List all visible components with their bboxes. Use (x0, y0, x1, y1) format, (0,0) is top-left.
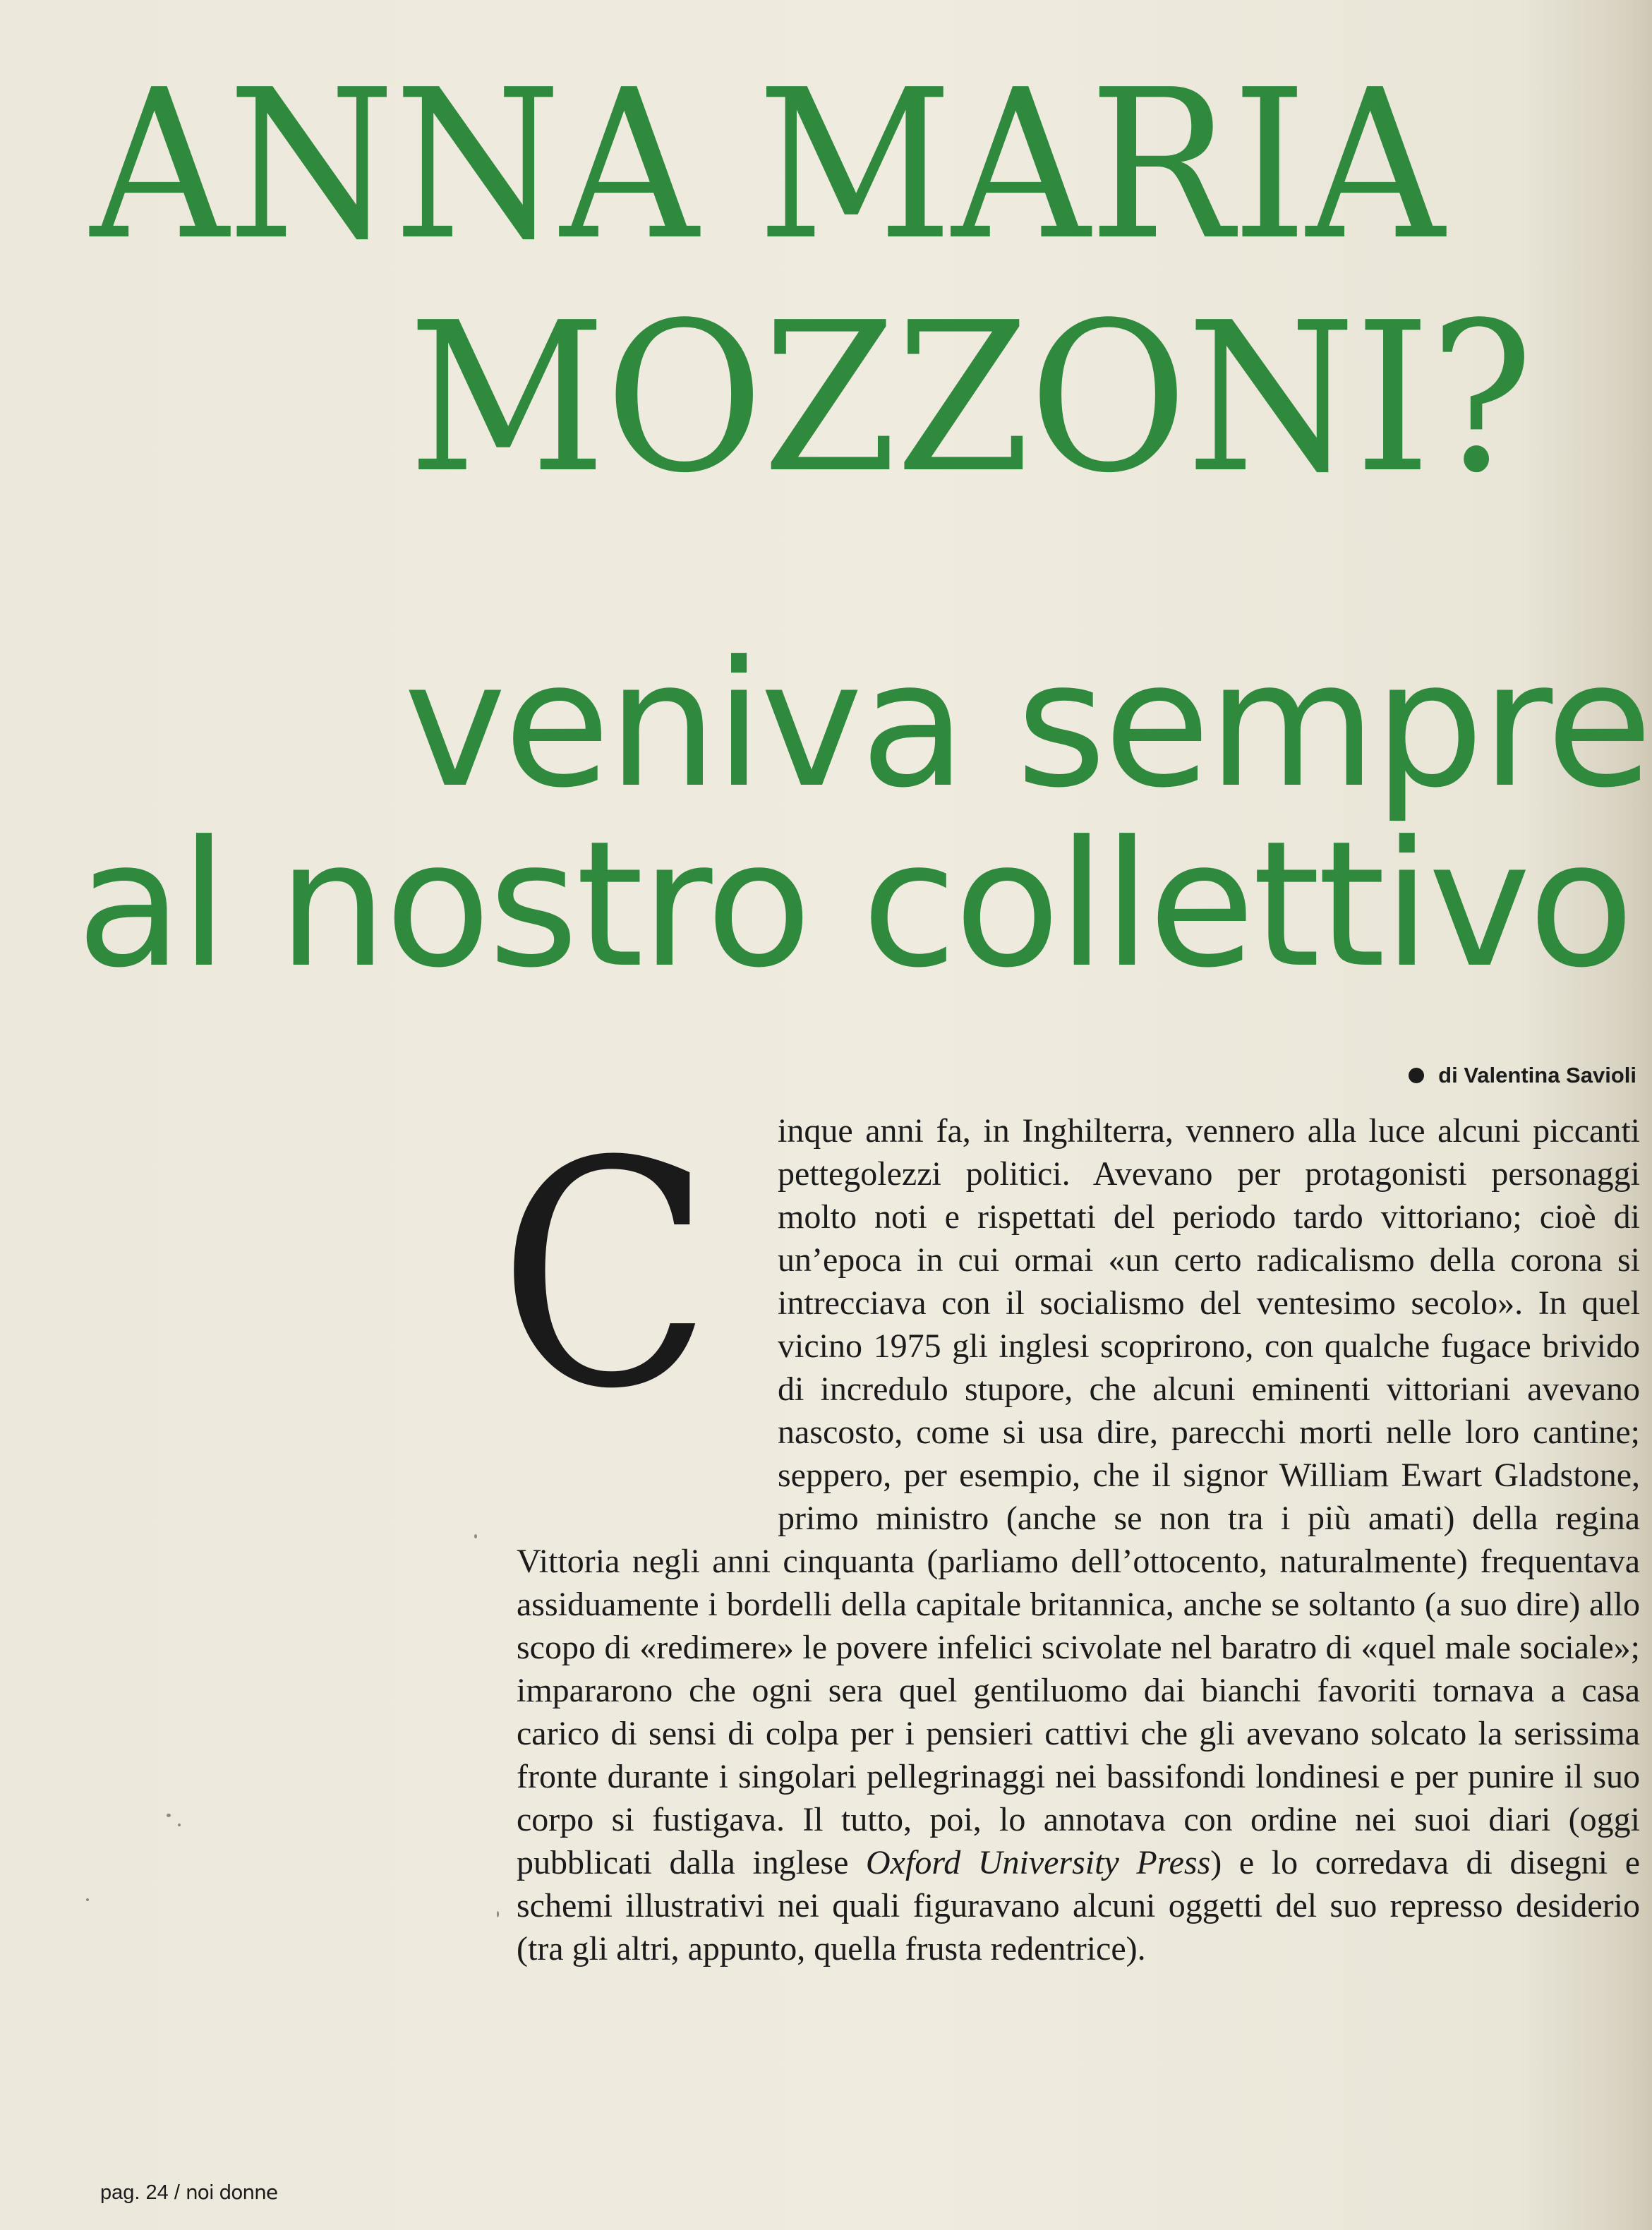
page-number: pag. 24 / (100, 2181, 180, 2204)
byline (1409, 1063, 1636, 1088)
article-text-part-2: ) e lo corredava di disegni e schemi illustrativi nei quali figuravano alcuni oggetti del suo represso desiderio (tra gli altri, appunto, quella frusta redentrice). (517, 1844, 1641, 1967)
print-speck (178, 1824, 181, 1826)
headline-line-2: MOZZONI? (408, 278, 1533, 518)
article-paragraph (517, 1109, 1640, 1970)
byline-text: di Valentina Savioli (1438, 1063, 1636, 1087)
drop-cap-space (517, 1109, 778, 1527)
bullet-icon (1409, 1068, 1424, 1083)
drop-cap: C (498, 1095, 713, 1457)
article-body (517, 1109, 1640, 1970)
headline-line-1: ANNA MARIA (90, 45, 1444, 285)
print-speck (497, 1911, 499, 1917)
print-speck (474, 1534, 477, 1538)
page-footer (100, 2181, 277, 2205)
subtitle-line-1: veniva sempre (404, 625, 1651, 826)
article-text-part-1: inque anni fa, in Inghilterra, vennero alla luce alcuni piccanti pettegolezzi politici. Avevano per protagonisti personaggi molto noti e rispettati del periodo tardo vittoriano; cioè di un’epoca in cui ormai «un certo radicalismo della corona si intrecciava con il socialismo del ventesimo secolo». In quel vicino 1975 gli inglesi scoprirono, con qualche fugace brivido di incredulo stupore, che alcuni eminenti vittoriani avevano nascosto, come si usa dire, parecchi morti nelle loro cantine; seppero, per esempio, che il signor William Ewart Gladstone, primo ministro (anche se non tra i più amati) della regina Vittoria negli anni cinquanta (parliamo dell’ottocento, naturalmente) frequentava assiduamente i bordelli della capitale britannica, anche se soltanto (a suo dire) allo scopo di «redimere» le povere infelici scivolate nel baratro di «quel male sociale»; impararono che ogni sera quel gentiluomo dai bianchi favoriti tornava a casa carico di sensi di colpa per i pensieri cattivi che gli avevano solcato la serissima fronte durante i singolari pellegrinaggi nei bassifondi londinesi e per punire il suo corpo si fustigava. Il tutto, poi, lo annotava con ordine nei suoi diari (oggi pubblicati dalla inglese (517, 1112, 1640, 1881)
print-speck (167, 1814, 171, 1817)
publisher-name: Oxford University Press (866, 1844, 1211, 1881)
publication-name: noi donne (185, 2181, 278, 2204)
subtitle-line-2: al nostro collettivo (76, 804, 1632, 1006)
print-speck (86, 1898, 89, 1901)
